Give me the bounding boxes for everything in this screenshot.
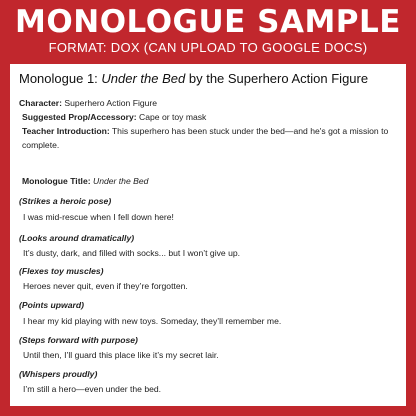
dialogue-line: I’m still a hero—even under the bed. [23,384,162,394]
dialogue-line: Until then, I’ll guard this place like it’s my secret lair. [23,350,219,360]
monologue-title-label: Monologue Title: [22,176,91,186]
character-line [19,96,399,110]
document-page [10,64,406,406]
prop-label: Suggested Prop/Accessory: [22,112,137,122]
monologue-heading [19,71,399,87]
stage-direction: (Whispers proudly) [19,369,98,379]
dialogue-line: Heroes never quit, even if they’re forgotten. [23,281,188,291]
monologue-title-line [22,174,402,188]
intro-value: This superhero has been stuck under the bed—and he's got a mission to complete. [22,126,389,150]
stage-direction: (Flexes toy muscles) [19,266,104,276]
heading-title: Under the Bed [101,71,186,86]
dialogue-line: I was mid-rescue when I fell down here! [23,212,174,222]
character-label: Character: [19,98,62,108]
intro-label: Teacher Introduction: [22,126,110,136]
stage-direction: (Points upward) [19,300,84,310]
dialogue-line: I hear my kid playing with new toys. Someday, they’ll remember me. [23,316,282,326]
banner-title: MONOLOGUE SAMPLE [15,4,401,40]
title-banner [0,0,416,64]
stage-direction: (Strikes a heroic pose) [19,196,112,206]
prop-line [22,110,402,124]
heading-suffix: by the Superhero Action Figure [185,71,369,86]
character-value: Superhero Action Figure [62,98,158,108]
stage-direction: (Steps forward with purpose) [19,335,138,345]
banner-subtitle: FORMAT: DOX (CAN UPLOAD TO GOOGLE DOCS) [48,40,368,55]
intro-line [22,124,398,152]
monologue-title-value: Under the Bed [90,176,149,186]
stage-direction: (Looks around dramatically) [19,233,135,243]
dialogue-line: It’s dusty, dark, and filled with socks... but I won’t give up. [23,248,241,258]
prop-value: Cape or toy mask [136,112,207,122]
heading-prefix: Monologue 1: [19,71,102,86]
